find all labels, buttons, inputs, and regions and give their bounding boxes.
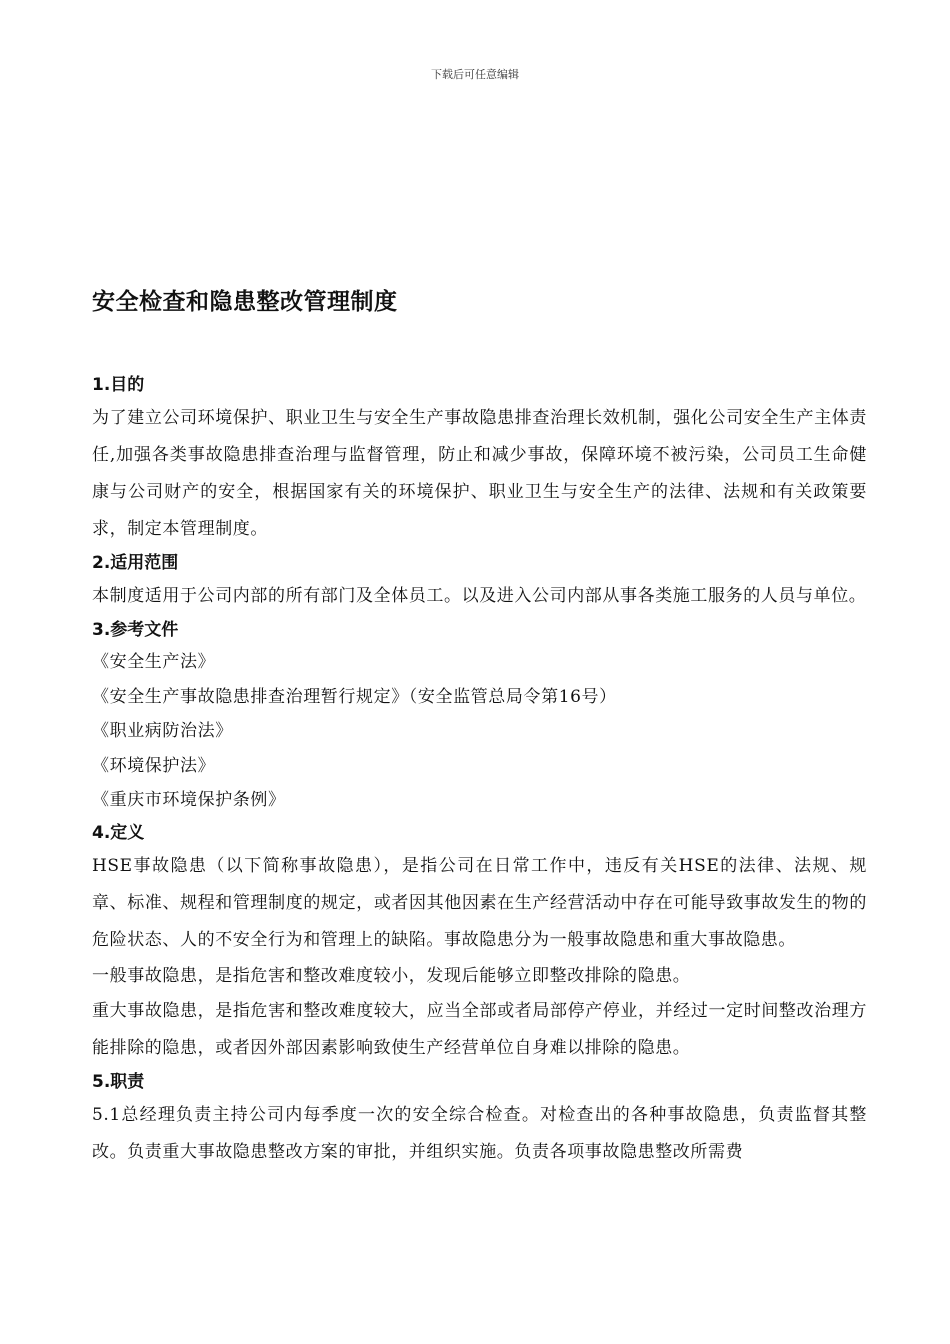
paragraph: 重大事故隐患，是指危害和整改难度较大，应当全部或者局部停产停业，并经过一定时间整改治理方能排除的隐患，或者因外部因素影响致使生产经营单位自身难以排除的隐患。 [92,1000,867,1058]
paragraph: 为了建立公司环境保护、职业卫生与安全生产事故隐患排查治理长效机制，强化公司安全生产主体责任,加强各类事故隐患排查治理与监督管理，防止和减少事故，保障环境不被污染，公司员工生命健康与公司财产的安全，根据国家有关的环境保护、职业卫生与安全生产的法律、法规和有关政策要求，制定本管理制度。 [92,408,867,539]
reference-item: 《重庆市环境保护条例》 [92,790,286,810]
reference-item: 《安全生产事故隐患排查治理暂行规定》（安全监管总局令第16号） [92,686,617,707]
page-header-note: 下载后可任意编辑 [431,68,519,81]
reference-item: 《职业病防治法》 [92,721,233,741]
document-title: 安全检查和隐患整改管理制度 [92,289,398,315]
paragraph: 一般事故隐患，是指危害和整改难度较小，发现后能够立即整改排除的隐患。 [92,965,691,986]
paragraph: 5.1总经理负责主持公司内每季度一次的安全综合检查。对检查出的各种事故隐患，负责监督其整改。负责重大事故隐患整改方案的审批，并组织实施。负责各项事故隐患整改所需费 [92,1104,867,1162]
section-definitions [92,818,867,1067]
section-heading: 4.定义 [92,822,145,843]
section-heading: 2.适用范围 [92,553,179,573]
section-heading: 1.目的 [92,375,145,395]
section-scope [92,548,867,615]
section-purpose [92,370,867,548]
paragraph: HSE事故隐患（以下简称事故隐患），是指公司在日常工作中，违反有关HSE的法律、法规、规章、标准、规程和管理制度的规定，或者因其他因素在生产经营活动中存在可能导致事故发生的物的危险状态、人的不安全行为和管理上的缺陷。事故隐患分为一般事故隐患和重大事故隐患。 [92,855,867,950]
paragraph: 本制度适用于公司内部的所有部门及全体员工。以及进入公司内部从事各类施工服务的人员与单位。 [92,586,867,606]
section-responsibilities [92,1067,867,1171]
document-body [92,282,867,1171]
section-heading: 3.参考文件 [92,620,179,640]
section-references [92,615,867,818]
reference-item: 《安全生产法》 [92,652,216,672]
section-heading: 5.职责 [92,1071,145,1092]
reference-item: 《环境保护法》 [92,755,216,776]
